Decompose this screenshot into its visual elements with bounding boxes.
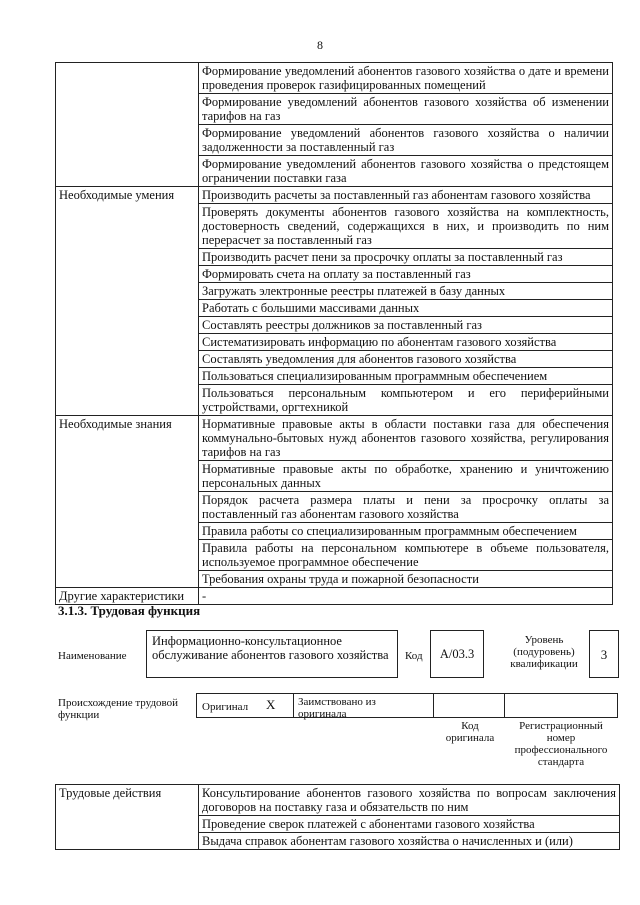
original-label: Оригинал xyxy=(202,701,249,713)
knowledge-label: Необходимые знания xyxy=(56,416,199,588)
table-cell: Составлять реестры должников за поставленный газ xyxy=(199,317,613,334)
name-value-box xyxy=(146,630,398,678)
table-cell: Составлять уведомления для абонентов газового хозяйства xyxy=(199,351,613,368)
name-value: Информационно-консультационное обслуживание абонентов газового хозяйства xyxy=(152,634,389,662)
upper-requirements-table xyxy=(55,62,613,605)
labor-actions-table xyxy=(55,784,620,850)
code-original-label: Код оригинала xyxy=(445,720,495,744)
table-cell: Производить расчеты за поставленный газ абонентам газового хозяйства xyxy=(199,187,613,204)
table-cell: Формировать счета на оплату за поставленный газ xyxy=(199,266,613,283)
section-heading: 3.1.3. Трудовая функция xyxy=(58,603,201,618)
table-cell: Нормативные правовые акты в области поставки газа для обеспечения коммунально-бытовых нужд абонентов газового хозяйства, регулирования тарифов на газ xyxy=(199,416,613,461)
level-label: Уровень (подуровень) квалификации xyxy=(510,634,578,670)
skills-label: Необходимые умения xyxy=(56,187,199,416)
level-value-box xyxy=(589,630,619,678)
table-cell: Пользоваться персональным компьютером и его периферийными устройствами, оргтехникой xyxy=(199,385,613,416)
table-cell: Формирование уведомлений абонентов газового хозяйства о предстоящем ограничении поставки газа xyxy=(199,156,613,187)
level-value: 3 xyxy=(600,647,608,662)
table-cell: Работать с большими массивами данных xyxy=(199,300,613,317)
page-number: 8 xyxy=(317,38,323,52)
table-cell: Выдача справок абонентам газового хозяйства о начисленных и (или) xyxy=(199,833,620,850)
name-label: Наименование xyxy=(58,650,127,662)
table-cell: Формирование уведомлений абонентов газового хозяйства об изменении тарифов на газ xyxy=(199,94,613,125)
origin-divider xyxy=(504,693,505,718)
table-cell: Пользоваться специализированным программным обеспечением xyxy=(199,368,613,385)
table-cell: Нормативные правовые акты по обработке, хранению и уничтожению персональных данных xyxy=(199,461,613,492)
actions-label: Трудовые действия xyxy=(56,785,199,850)
table-cell: Требования охраны труда и пожарной безопасности xyxy=(199,571,613,588)
table-cell: Формирование уведомлений абонентов газового хозяйства о наличии задолженности за поставленный газ xyxy=(199,125,613,156)
continuation-label-cell xyxy=(56,63,199,187)
table-cell: Проведение сверок платежей с абонентами газового хозяйства xyxy=(199,816,620,833)
table-cell: Правила работы со специализированным программным обеспечением xyxy=(199,523,613,540)
code-value: А/03.3 xyxy=(439,647,475,661)
table-cell: Правила работы на персональном компьютере в объеме пользователя, используемое программное обеспечение xyxy=(199,540,613,571)
table-cell: Формирование уведомлений абонентов газового хозяйства о дате и времени проведения проверок газифицированных помещений xyxy=(199,63,613,94)
origin-label: Происхождение трудовой функции xyxy=(58,697,179,721)
reg-number-label: Регистрационный номер профессионального стандарта xyxy=(514,720,608,768)
other-value: - xyxy=(199,588,613,605)
code-value-box xyxy=(430,630,484,678)
code-label: Код xyxy=(405,650,423,662)
table-cell: Проверять документы абонентов газового хозяйства на комплектность, достоверность сведений, содержащихся в них, и производить по ним перерасчет за поставленный газ xyxy=(199,204,613,249)
other-label: Другие характеристики xyxy=(56,588,199,605)
origin-divider xyxy=(433,693,434,718)
original-mark: X xyxy=(266,697,276,712)
borrowed-label: Заимствовано из оригинала xyxy=(298,696,376,720)
table-cell: Консультирование абонентов газового хозяйства по вопросам заключения договоров на поставку газа и обязательств по ним xyxy=(199,785,620,816)
table-cell: Порядок расчета размера платы и пени за просрочку оплаты за поставленный газ абонентам газового хозяйства xyxy=(199,492,613,523)
origin-divider xyxy=(293,693,294,718)
table-cell: Систематизировать информацию по абонентам газового хозяйства xyxy=(199,334,613,351)
table-cell: Загружать электронные реестры платежей в базу данных xyxy=(199,283,613,300)
table-cell: Производить расчет пени за просрочку оплаты за поставленный газ xyxy=(199,249,613,266)
